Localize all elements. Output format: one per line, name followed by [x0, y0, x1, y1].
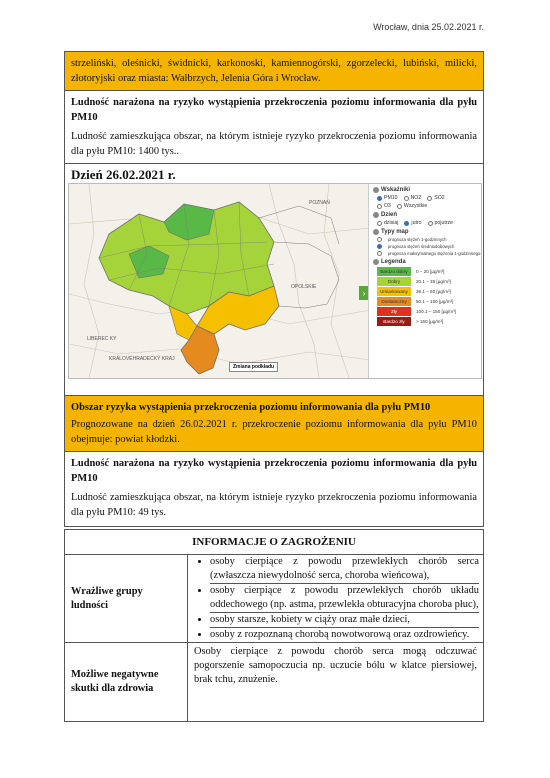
sensitive-groups-cell: [188, 555, 484, 643]
legend-header[interactable]: Legenda: [373, 259, 481, 265]
list-item: • osoby cierpiące z powodu przewlekłych chorób układu oddechowego (np. astma, przewlekła obturacyjna choroba płuc),: [210, 584, 479, 613]
legend-icon: [373, 259, 379, 265]
legend-item: [377, 267, 481, 276]
legend-swatch: Umiarkowany: [377, 287, 411, 296]
legend-range: 50.1 – 100 [µg/m³]: [416, 299, 454, 304]
document-date: Wrocław, dnia 25.02.2021 r.: [373, 22, 484, 32]
indicator-pm10[interactable]: PM10: [377, 195, 398, 201]
indicator-all[interactable]: Wszystkie: [397, 203, 427, 209]
day-row: [377, 220, 481, 226]
legend-item: [377, 287, 481, 296]
legend-item: [377, 317, 481, 326]
legend-swatch: Bardzo zły: [377, 317, 411, 326]
panel-toggle-icon[interactable]: ›: [359, 286, 369, 300]
map-label-poznan: POZNAŃ: [309, 200, 330, 206]
threat-info-table: [64, 529, 484, 722]
list-item: • osoby starsze, kobiety w ciąży oraz małe dzieci,: [210, 613, 479, 628]
day-tomorrow[interactable]: jutro: [404, 220, 421, 226]
forecast-map[interactable]: [68, 183, 482, 379]
map-type-3[interactable]: prognoza maksymalnego stężenia 1-godzinnego: [377, 251, 481, 256]
threat-info-title: INFORMACJE O ZAGROŻENIU: [65, 530, 484, 555]
indicators-header[interactable]: Wskaźniki: [373, 187, 481, 193]
map-canvas: [69, 184, 371, 378]
legend-range: 100.1 – 150 [µg/m³]: [416, 309, 456, 314]
map-label-opolskie: OPOLSKIE: [291, 284, 317, 290]
map-label-kralove: KRÁLOVÉHRADECKÝ KRAJ: [109, 356, 175, 362]
legend-range: 35.1 – 50 [µg/m³]: [416, 289, 451, 294]
population-block-1: [65, 91, 483, 164]
legend-range: > 150 [µg/m³]: [416, 319, 444, 324]
map-panel: [368, 184, 481, 378]
risk-area-heading: Obszar ryzyka wystąpienia przekroczenia poziomu informowania dla pyłu PM10: [71, 402, 431, 413]
legend-item: [377, 307, 481, 316]
map-type-1[interactable]: prognoza stężeń 1-godzinnych: [377, 237, 481, 242]
legend-item: [377, 297, 481, 306]
indicator-no2[interactable]: NO2: [404, 195, 422, 201]
legend-swatch: Bardzo dobry: [377, 267, 411, 276]
day-header[interactable]: Dzień: [373, 212, 481, 218]
legend-item: [377, 277, 481, 286]
map-types-icon: [373, 229, 379, 235]
legend-swatch: Dobry: [377, 277, 411, 286]
day-icon: [373, 212, 379, 218]
health-effects-label: Możliwe negatywne skutki dla zdrowia: [65, 643, 188, 722]
indicators-icon: [373, 187, 379, 193]
list-item: • osoby cierpiące z powodu przewlekłych chorób serca (zwłaszcza niewydolność serca, choroba wieńcowa),: [210, 555, 479, 584]
population-text-2: Ludność zamieszkująca obszar, na którym istnieje ryzyko przekroczenia poziomu informowania dla pyłu PM10: 49 tys.: [71, 492, 477, 518]
sensitive-groups-list: [188, 555, 483, 642]
indicator-o3[interactable]: O3: [377, 203, 391, 209]
indicator-so2[interactable]: SO2: [427, 195, 444, 201]
list-item: • osoby z rozpoznaną chorobą nowotworową oraz ozdrowieńcy.: [210, 628, 479, 642]
day2-title: Dzień 26.02.2021 r.: [71, 167, 176, 182]
map-type-2[interactable]: prognoza stężeń średniodobowych: [377, 244, 481, 249]
map-types-header[interactable]: Typy map: [373, 229, 481, 235]
legend-swatch: Dostateczny: [377, 297, 411, 306]
legend-swatch: Zły: [377, 307, 411, 316]
health-effects-text: Osoby cierpiące z powodu chorób serca mogą odczuwać pogorszenie samopoczucia np. uczucie bólu w klatce piersiowej, brak tchu, znużenie.: [188, 643, 484, 722]
affected-areas-list: strzeliński, oleśnicki, świdnicki, karkonoski, kamiennogórski, zgorzelecki, lubiński, milicki, złotoryjski oraz miasta: Wałbrzych, Jelenia Góra i Wrocław.: [65, 52, 483, 91]
population-heading-2: Ludność narażona na ryzyko wystąpienia przekroczenia poziomu informowania dla pyłu PM10: [71, 458, 477, 484]
legend-range: 20.1 – 35 [µg/m³]: [416, 279, 451, 284]
risk-area-block: [65, 395, 483, 452]
risk-area-text: Prognozowane na dzień 26.02.2021 r. przekroczenie poziomu informowania dla pyłu PM10 obejmuje: powiat kłodzki.: [71, 419, 477, 445]
legend-range: 0 – 20 [µg/m³]: [416, 269, 445, 274]
population-block-2: [65, 452, 483, 526]
basemap-button[interactable]: Zmiana podkładu: [229, 362, 278, 372]
population-text-1: Ludność zamieszkująca obszar, na którym istnieje ryzyko przekroczenia poziomu informowania dla pyłu PM10: 1400 tys..: [71, 131, 477, 157]
day-today[interactable]: dzisiaj: [377, 220, 398, 226]
map-label-liberec: LIBEREC KY: [87, 336, 117, 342]
sensitive-groups-label: Wrażliwe grupy ludności: [65, 555, 188, 643]
indicators-row-2: [377, 203, 481, 209]
day-after-tomorrow[interactable]: pojutrze: [428, 220, 453, 226]
legend-list: [369, 267, 481, 326]
population-heading-1: Ludność narażona na ryzyko wystąpienia przekroczenia poziomu informowania dla pyłu PM10: [71, 97, 477, 123]
indicators-row-1: [377, 195, 481, 201]
